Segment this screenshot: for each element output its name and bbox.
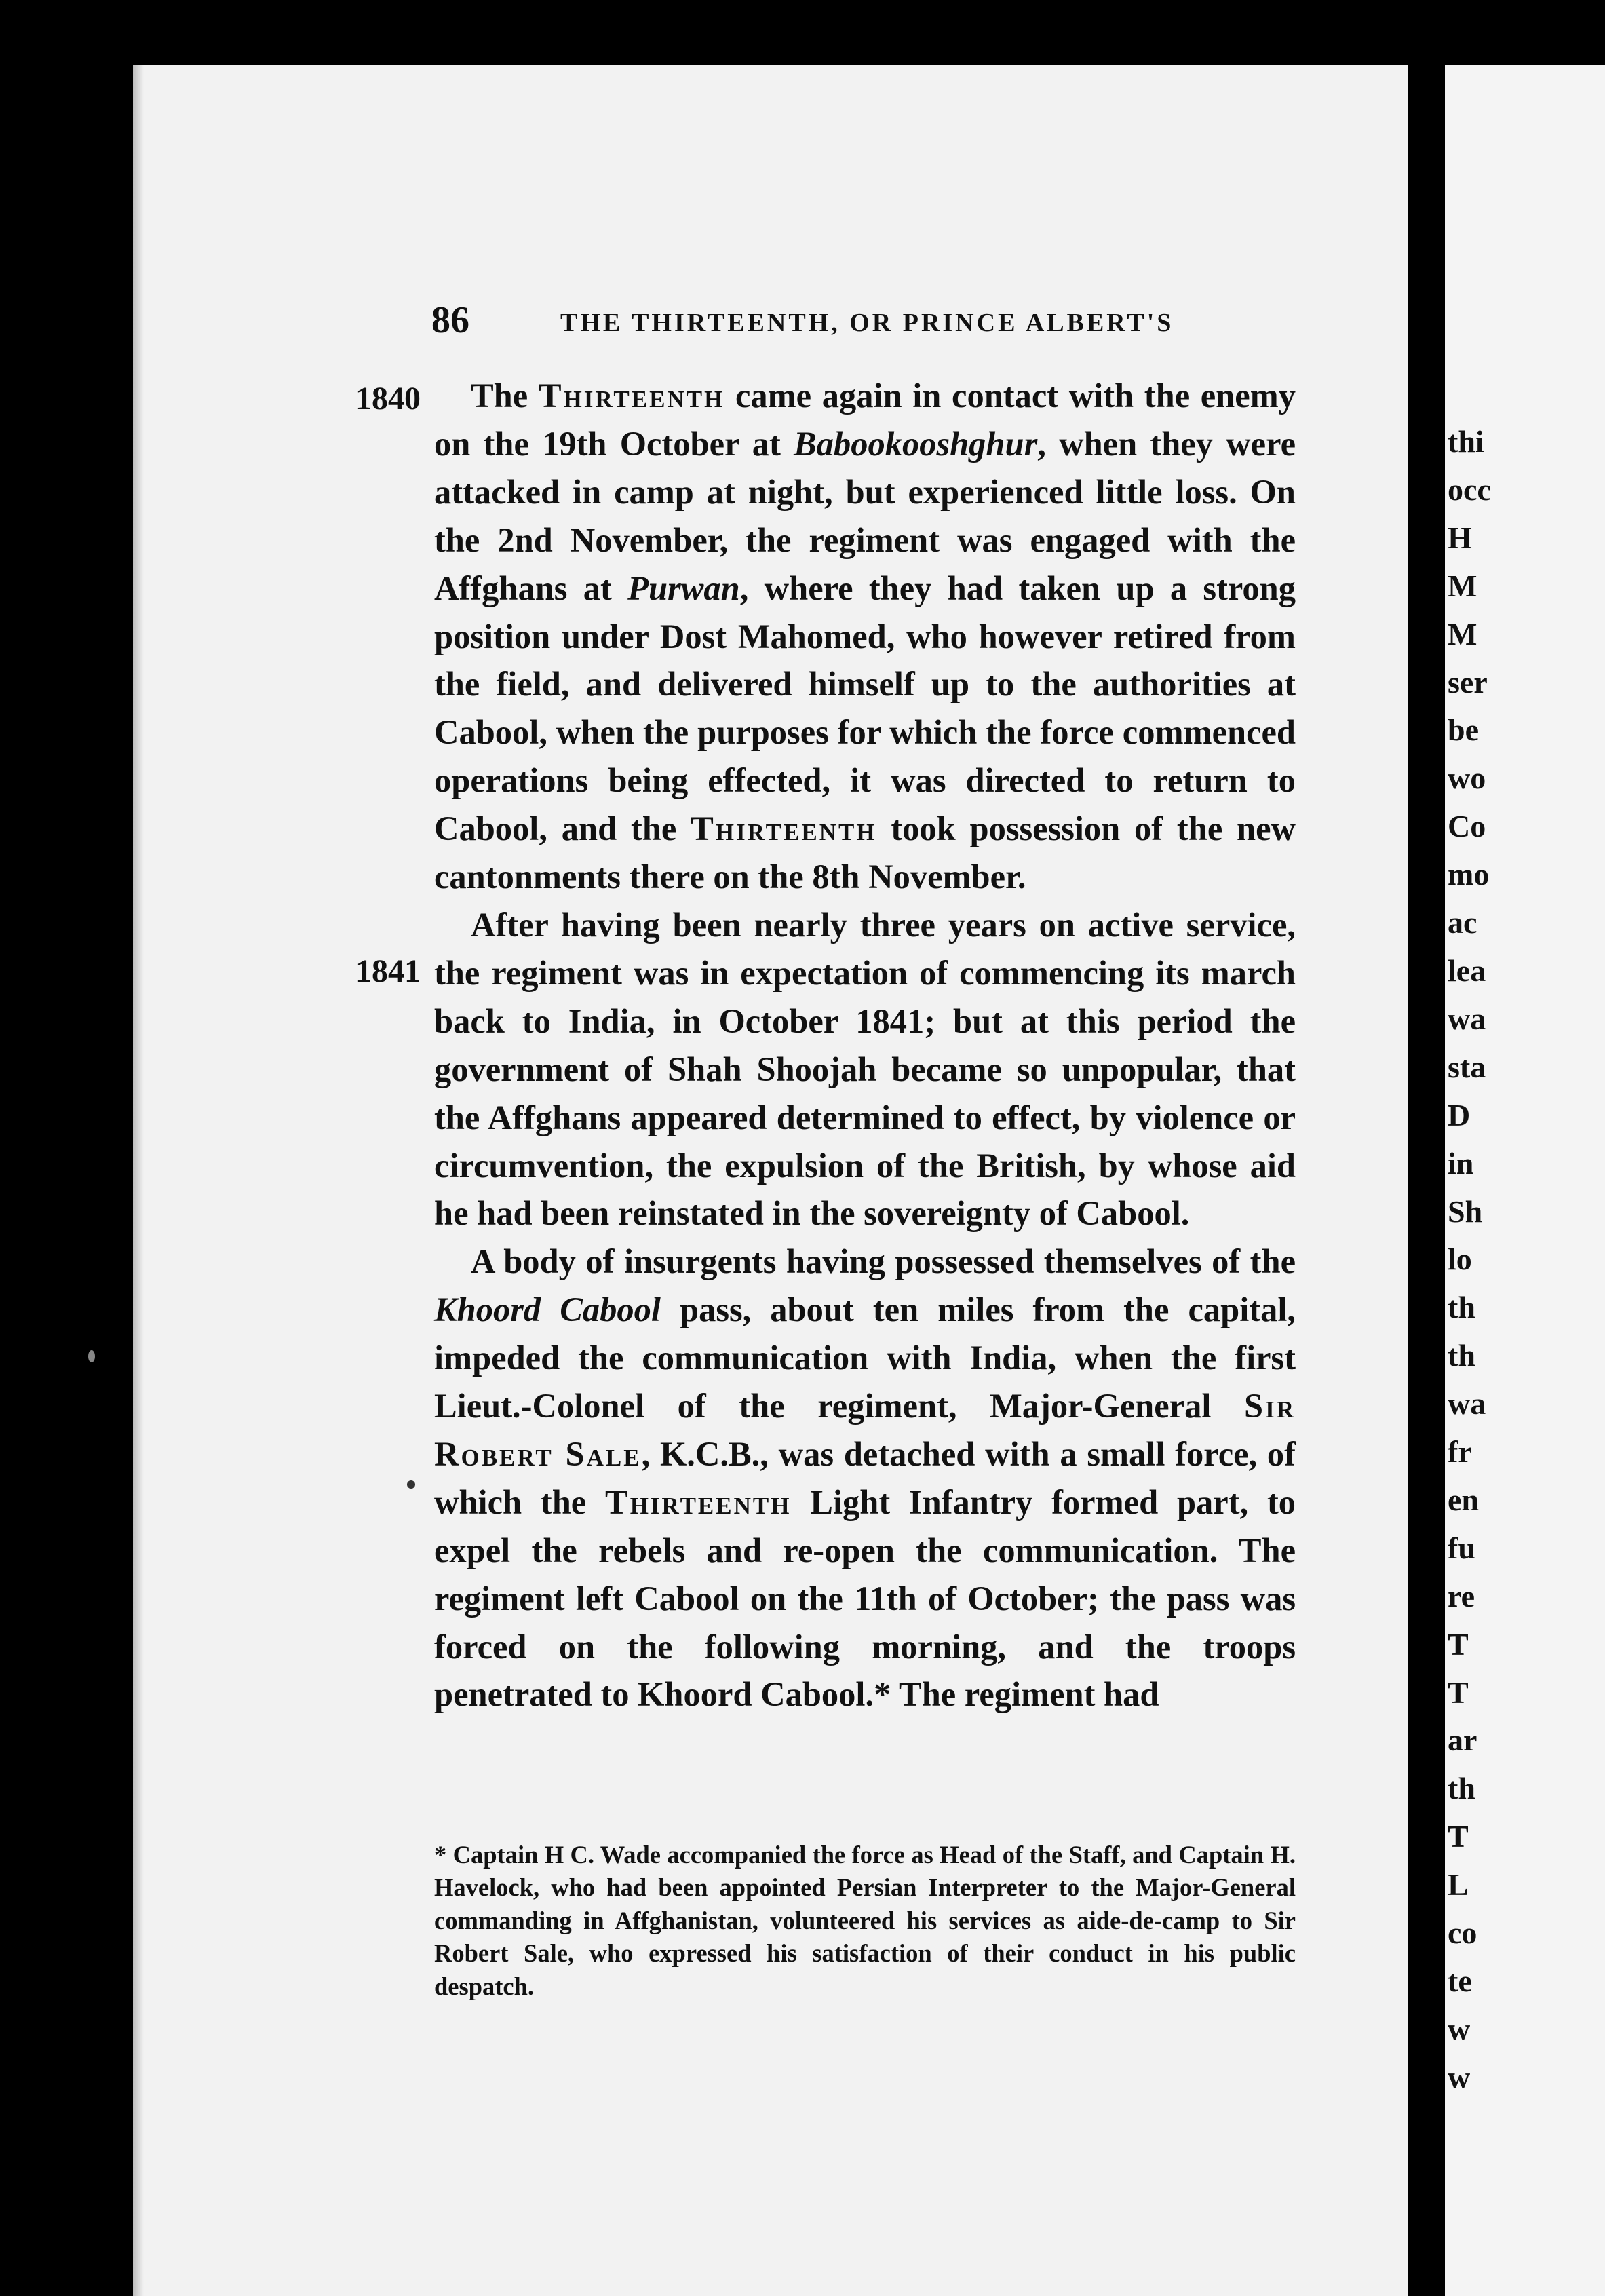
facing-page-line: sta <box>1448 1049 1486 1084</box>
facing-page-line: Sh <box>1448 1193 1483 1229</box>
scan-speck <box>407 1480 415 1489</box>
person-name: Sir Robert Sale <box>434 1387 1296 1473</box>
facing-page-line: H <box>1448 520 1472 555</box>
facing-page-line: D <box>1448 1097 1471 1132</box>
paragraph-1: The Thirteenth came again in contact with the enemy on the 19th October at Babookooshghur, when they were attacked in camp at night, but experienced little loss. On the 2nd November, the regiment was engaged with the Affghans at Purwan, where they had taken up a strong position under Dost Mahomed, who however retired from the field, and delivered himself up to the authorities at Cabool, when the purposes for which the force commenced operations being effected, it was directed to return to Cabool, and the Thirteenth took possession of the new cantonments there on the 8th November. <box>434 377 1296 896</box>
regiment-name: Thirteenth <box>691 809 877 848</box>
facing-page-line: lo <box>1448 1242 1472 1277</box>
paragraph-2: After having been nearly three years on active service, the regiment was in expectation of commencing its march back to India, in October 1841; but at this period the government of Shah Shoojah became so unpopular, that the Affghans appeared determined to effect, by violence or circumvention, the expulsion of the British, by whose aid he had been reinstated in the sovereignty of Cabool. <box>434 905 1296 1233</box>
facing-page-line: T <box>1448 1675 1469 1710</box>
facing-page-line: fu <box>1448 1530 1475 1565</box>
regiment-name: Thirteenth <box>538 377 725 415</box>
facing-page-line: M <box>1448 616 1477 651</box>
facing-page-line: en <box>1448 1482 1479 1517</box>
scan-speck <box>88 1350 95 1362</box>
facing-page-line: Co <box>1448 809 1486 844</box>
book-gutter <box>1408 0 1445 2296</box>
facing-page-line: occ <box>1448 472 1491 507</box>
facing-page-line: ac <box>1448 905 1477 940</box>
margin-year-1840: 1840 <box>355 381 421 417</box>
scan-shadow <box>133 65 144 2296</box>
facing-page-line: M <box>1448 568 1477 603</box>
facing-page-text <box>1448 418 1491 2102</box>
facing-page-line: ser <box>1448 664 1488 700</box>
place-name: Babookooshghur <box>794 424 1038 463</box>
facing-page-line: mo <box>1448 857 1490 892</box>
facing-page-line: w <box>1448 2011 1471 2046</box>
footnote <box>434 1839 1296 2003</box>
facing-page-line: co <box>1448 1915 1477 1951</box>
facing-page-line: re <box>1448 1578 1475 1613</box>
running-head: THE THIRTEENTH, OR PRINCE ALBERT'S <box>560 309 1174 337</box>
facing-page-line: T <box>1448 1819 1469 1854</box>
regiment-name: Thirteenth <box>605 1482 792 1521</box>
place-name: Purwan <box>627 569 740 607</box>
paragraph-3: A body of insurgents having possessed themselves of the Khoord Cabool pass, about ten miles from the capital, impeded the communication with India, when the first Lieut.-Colonel of the regiment, Major-General Sir Robert Sale, K.C.B., was detached with a small force, of which the Thirteenth Light Infantry formed part, to expel the rebels and re-open the communication. The regiment left Cabool on the 11th of October; the pass was forced on the following morning, and the troops penetrated to Khoord Cabool.* The regiment had <box>434 1242 1296 1714</box>
facing-page-line: th <box>1448 1290 1475 1325</box>
facing-page-line: thi <box>1448 424 1484 459</box>
facing-page-line: w <box>1448 2059 1471 2094</box>
facing-page-line: ar <box>1448 1723 1477 1758</box>
facing-page-line: wo <box>1448 761 1486 796</box>
facing-page-line: wa <box>1448 1001 1486 1036</box>
page-header <box>431 299 1300 346</box>
page-number: 86 <box>431 299 469 341</box>
facing-page-line: L <box>1448 1867 1469 1902</box>
facing-page-line: fr <box>1448 1434 1472 1470</box>
facing-page-line: th <box>1448 1771 1475 1806</box>
footnote-text: * Captain H C. Wade accompanied the force as Head of the Staff, and Captain H. Havelock, who had been appointed Persian Interpreter to the Major-General commanding in Affghanistan, volunteered his services as aide-de-camp to Sir Robert Sale, who expressed his satisfaction of their conduct in his public despatch. <box>434 1841 1296 2000</box>
facing-page <box>1445 65 1605 2296</box>
facing-page-line: te <box>1448 1964 1472 1998</box>
facing-page-line: lea <box>1448 953 1486 988</box>
facing-page-line: in <box>1448 1145 1474 1181</box>
body-text <box>434 372 1296 1719</box>
facing-page-line: wa <box>1448 1386 1486 1421</box>
margin-year-1841: 1841 <box>355 953 421 989</box>
facing-page-line: T <box>1448 1626 1469 1662</box>
facing-page-line: th <box>1448 1338 1475 1373</box>
facing-page-line: be <box>1448 712 1479 748</box>
place-name: Khoord Cabool <box>434 1290 661 1329</box>
